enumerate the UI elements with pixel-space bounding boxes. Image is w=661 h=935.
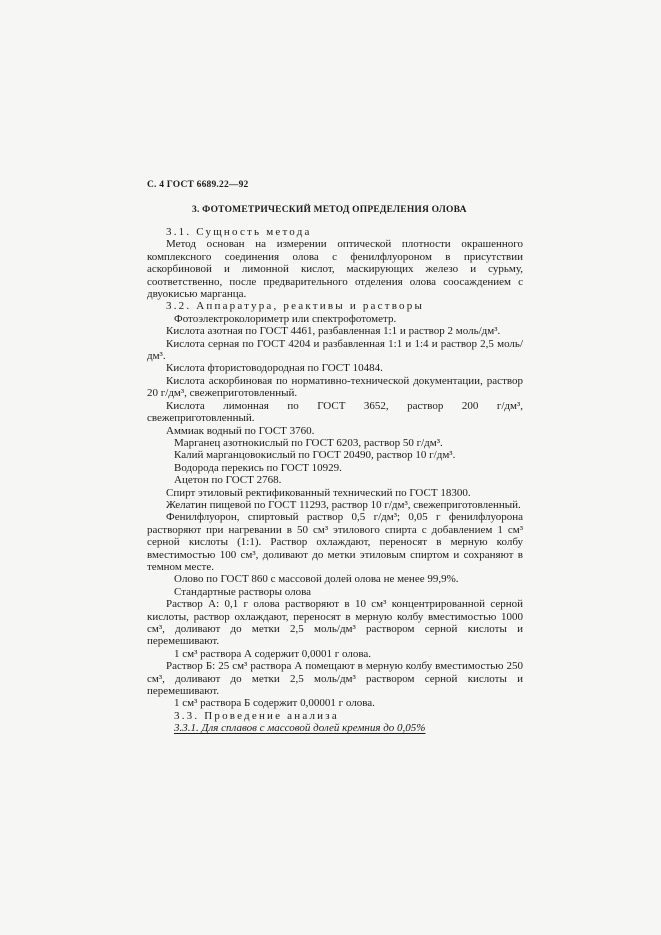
paragraph-tin: Олово по ГОСТ 860 с массовой долей олова не менее 99,9%. bbox=[174, 573, 459, 586]
paragraph-nitric-acid: Кислота азотная по ГОСТ 4461, разбавленная 1:1 и раствор 2 моль/дм³. bbox=[166, 325, 501, 338]
paragraph-ascorbic-acid: Кислота аскорбиновая по нормативно-технической документации, раствор 20 г/дм³, свежеприготовленный. bbox=[147, 374, 523, 400]
paragraph-hydrofluoric-acid: Кислота фтористоводородная по ГОСТ 10484. bbox=[166, 362, 383, 375]
subsection-heading-3-3-1: 3.3.1. Для сплавов с массовой долей кремния до 0,05% bbox=[174, 722, 426, 735]
paragraph-ethanol: Спирт этиловый ректификованный технический по ГОСТ 18300. bbox=[166, 486, 471, 499]
paragraph-gelatin: Желатин пищевой по ГОСТ 11293, раствор 10 г/дм³, свежеприготовленный. bbox=[166, 498, 521, 511]
paragraph-citric-acid: Кислота лимонная по ГОСТ 3652, раствор 200 г/дм³, свежеприготовленный. bbox=[147, 399, 523, 425]
paragraph-photocolorimeter: Фотоэлектроколориметр или спектрофотометр. bbox=[174, 312, 397, 325]
paragraph-solution-a-concentration: 1 см³ раствора А содержит 0,0001 г олова. bbox=[174, 647, 372, 660]
paragraph-potassium-permanganate: Калий марганцовокислый по ГОСТ 20490, раствор 10 г/дм³. bbox=[174, 449, 456, 462]
paragraph-hydrogen-peroxide: Водорода перекись по ГОСТ 10929. bbox=[174, 461, 342, 474]
paragraph-acetone: Ацетон по ГОСТ 2768. bbox=[174, 474, 282, 487]
paragraph-manganese-nitrate: Марганец азотнокислый по ГОСТ 6203, раствор 50 г/дм³. bbox=[174, 436, 443, 449]
subsection-heading-3-1: 3.1. Сущность метода bbox=[166, 226, 312, 238]
paragraph-standard-solutions: Стандартные растворы олова bbox=[174, 585, 312, 598]
paragraph-ammonia: Аммиак водный по ГОСТ 3760. bbox=[166, 424, 315, 437]
paragraph-solution-a: Раствор А: 0,1 г олова растворяют в 10 см³ концентрированной серной кислоты, раствор охлаждают, переносят в мерную колбу вместимостью 1000 см³, доливают до метки 2,5 моль/дм³ раствором серной кислоты и перемешивают. bbox=[147, 598, 523, 648]
document-body bbox=[147, 226, 523, 735]
paragraph-solution-b-concentration: 1 см³ раствора Б содержит 0,00001 г олова. bbox=[174, 697, 375, 710]
paragraph-sulfuric-acid: Кислота серная по ГОСТ 4204 и разбавленная 1:1 и 1:4 и раствор 2,5 моль/дм³. bbox=[147, 337, 523, 363]
page-header: С. 4 ГОСТ 6689.22—92 bbox=[147, 180, 249, 190]
paragraph-solution-b: Раствор Б: 25 см³ раствора А помещают в мерную колбу вместимостью 250 см³, доливают до метки 2,5 моль/дм³ раствором серной кислоты и перемешивают. bbox=[147, 660, 523, 698]
paragraph-method-principle: Метод основан на измерении оптической плотности окрашенного комплексного соединения олова с фенилфлуороном в присутствии аскорбиновой и лимонной кислот, маскирующих железо и сурьму, соответственно, после предварительного отделения олова соосаждением с двуокисью марганца. bbox=[147, 238, 523, 301]
subsection-heading-3-2: 3.2. Аппаратура, реактивы и растворы bbox=[166, 300, 425, 313]
paragraph-phenylfluorone: Фенилфлуорон, спиртовый раствор 0,5 г/дм³; 0,05 г фенилфлуорона растворяют при нагревании в 50 см³ этилового спирта с добавлением 1 см³ серной кислоты (1:1). Раствор охлаждают, переносят в мерную колбу вместимостью 100 см³, доливают до метки этиловым спиртом и сохраняют в темном месте. bbox=[147, 511, 523, 573]
section-title: 3. ФОТОМЕТРИЧЕСКИЙ МЕТОД ОПРЕДЕЛЕНИЯ ОЛОВА bbox=[192, 205, 467, 215]
subsection-heading-3-3: 3.3. Проведение анализа bbox=[174, 709, 339, 722]
